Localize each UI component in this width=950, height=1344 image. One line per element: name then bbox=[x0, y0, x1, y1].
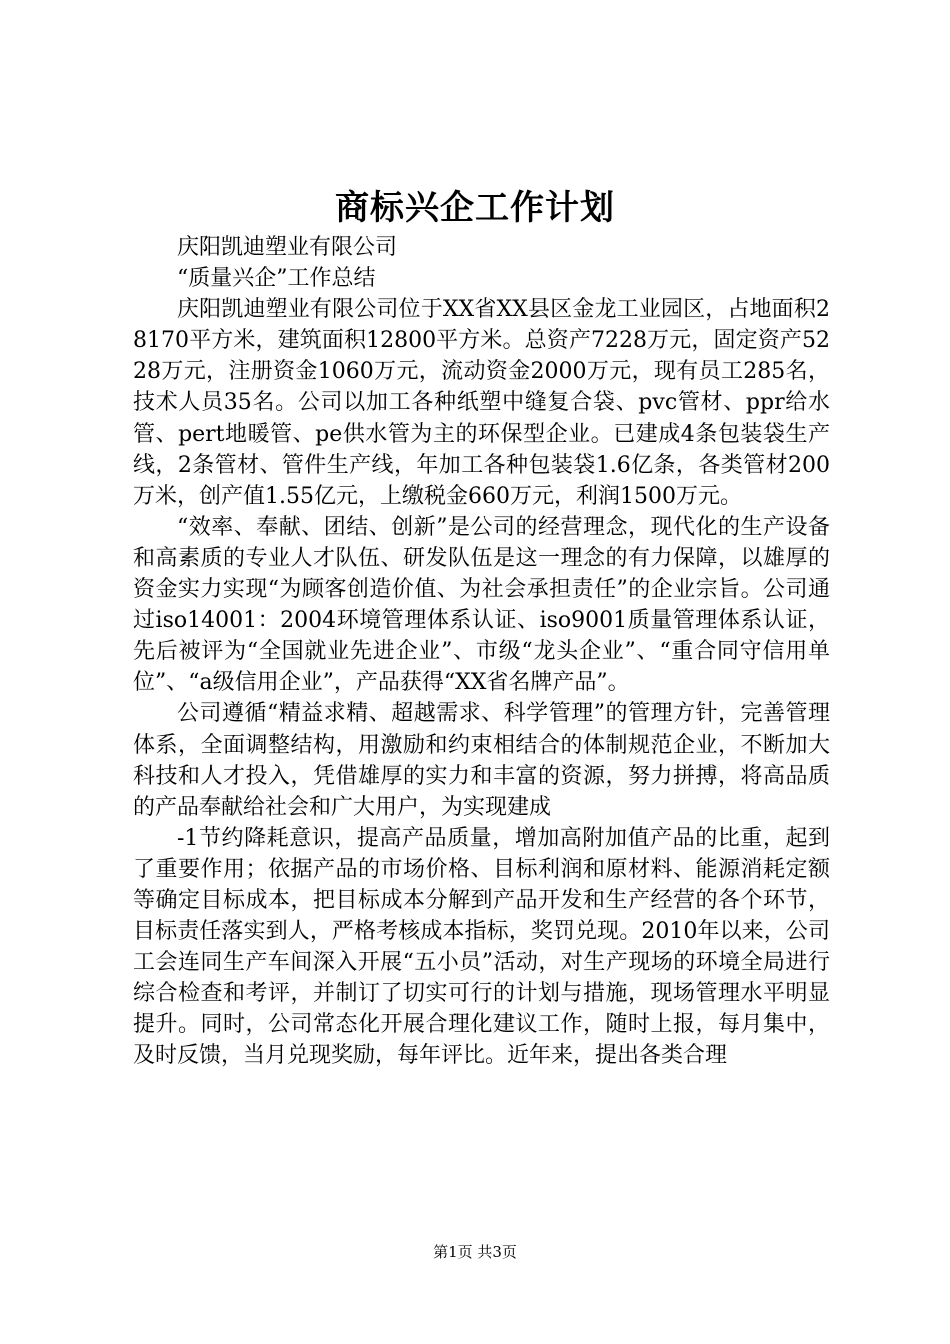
summary-heading-line: “质量兴企”工作总结 bbox=[177, 266, 376, 292]
paragraph-business-philosophy: “效率、奉献、团结、创新”是公司的经营理念，现代化的生产设备和高素质的专业人才队伍、研发队伍是这一理念的有力保障，以雄厚的资金实力实现“为顾客创造价值、为社会承担责任”的企业宗旨。公司通过iso14001：2004环境管理体系认证、iso9001质量管理体系认证，先后被评为“全国就业先进企业”、市级“龙头企业”、“重合同守信用单位”、“a级信用企业”，产品获得“XX省名牌产品”。 bbox=[133, 514, 830, 696]
document-body bbox=[133, 232, 830, 1072]
paragraph-management-policy: 公司遵循“精益求精、超越需求、科学管理”的管理方针，完善管理体系，全面调整结构，用激励和约束相结合的体制规范企业，不断加大科技和人才投入，凭借雄厚的实力和丰富的资源，努力拼搏，将高品质的产品奉献给社会和广大用户，为实现建成 bbox=[133, 701, 830, 820]
document-title: 商标兴企工作计划 bbox=[335, 188, 615, 228]
company-name-line: 庆阳凯迪塑业有限公司 bbox=[177, 235, 398, 260]
paragraph-company-overview: 庆阳凯迪塑业有限公司位于XX省XX县区金龙工业园区，占地面积28170平方米，建筑面积12800平方米。总资产7228万元，固定资产5228万元，注册资金1060万元，流动资金2000万元，现有员工285名，技术人员35名。公司以加工各种纸塑中缝复合袋、pvc管材、ppr给水管、pert地暖管、pe供水管为主的环保型企业。已建成4条包装袋生产线，2条管材、管件生产线，年加工各种包装袋1.6亿条，各类管材200万米，创产值1.55亿元，上缴税金660万元，利润1500万元。 bbox=[133, 297, 830, 509]
page-number-footer: 第1页 共3页 bbox=[433, 1243, 517, 1261]
paragraph-cost-control: -1节约降耗意识，提高产品质量，增加高附加值产品的比重，起到了重要作用；依据产品的市场价格、目标利润和原材料、能源消耗定额等确定目标成本，把目标成本分解到产品开发和生产经营的各个环节，目标责任落实到人，严格考核成本指标，奖罚兑现。2010年以来，公司工会连同生产车间深入开展“五小员”活动，对生产现场的环境全局进行综合检查和考评，并制订了切实可行的计划与措施，现场管理水平明显提升。同时，公司常态化开展合理化建议工作，随时上报，每月集中，及时反馈，当月兑现奖励，每年评比。近年来，提出各类合理 bbox=[133, 825, 830, 1069]
